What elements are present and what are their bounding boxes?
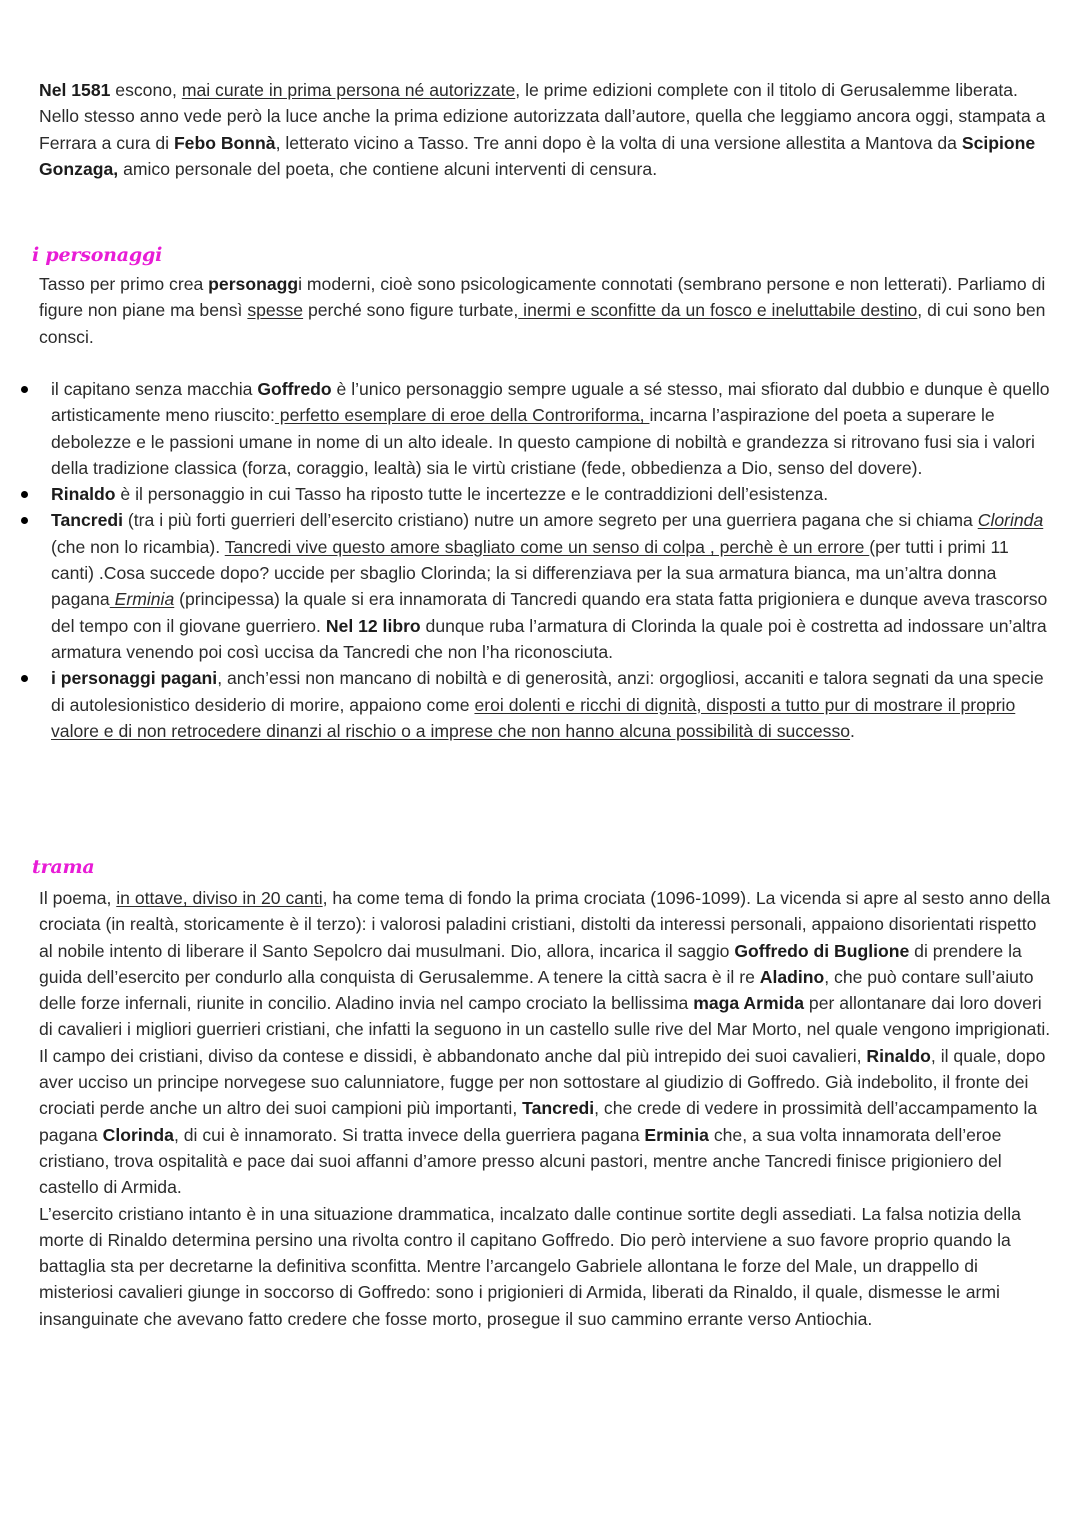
year-label: Nel 1581 bbox=[39, 80, 111, 100]
section-heading-trama: trama bbox=[32, 856, 95, 878]
personaggi-list bbox=[0, 376, 1051, 744]
bullet-icon bbox=[21, 491, 28, 498]
personaggi-intro-paragraph: Tasso per primo crea personaggi moderni, cioè sono psicologicamente connotati (sembrano persone e non letterati). Parliamo di figure non piane ma bensì spesse perché sono figure turbate, inermi e sconfitte da un fosco e ineluttabile destino, di cui sono ben consci. bbox=[39, 274, 1046, 347]
list-item-rinaldo: Rinaldo è il personaggio in cui Tasso ha riposto tutte le incertezze e le contraddizioni dell’esistenza. bbox=[0, 481, 1051, 507]
list-item-tancredi: Tancredi (tra i più forti guerrieri dell’esercito cristiano) nutre un amore segreto per una guerriera pagana che si chiama Clorinda (che non lo ricambia). Tancredi vive questo amore sbagliato come un senso di colpa , perchè è un errore (per tutti i primi 11 canti) .Cosa succede dopo? uccide per sbaglio Clorinda; la si differenziava per la sua armatura bianca, ma un’altra donna pagana Erminia (principessa) la quale si era innamorata di Tancredi quando era stata fatta prigioniera e dunque aveva trascorso del tempo con il giovane guerriero. Nel 12 libro dunque ruba l’armatura di Clorinda la quale poi è costretta ad indossare un’altra armatura venendo poi così uccisa da Tancredi che non l’ha riconosciuta. bbox=[0, 507, 1051, 665]
intro-paragraph: Nel 1581 escono, mai curate in prima persona né autorizzate, le prime edizioni complete con il titolo di Gerusalemme liberata. Nello stesso anno vede però la luce anche la prima edizione autorizzata dall’autore, quella che leggiamo ancora oggi, stampata a Ferrara a cura di Febo Bonnà, letterato vicino a Tasso. Tre anni dopo è la volta di una versione allestita a Mantova da Scipione Gonzaga, amico personale del poeta, che contiene alcuni interventi di censura. bbox=[39, 80, 1046, 179]
bullet-icon bbox=[21, 517, 28, 524]
trama-body bbox=[39, 885, 1051, 1332]
trama-paragraph-3: L’esercito cristiano intanto è in una situazione drammatica, incalzato dalle continue sortite degli assediati. La falsa notizia della morte di Rinaldo determina persino una rivolta contro il capitano Goffredo. Dio però interviene a suo favore proprio quando la battaglia sta per decretarne la definitiva sconfitta. Mentre l’arcangelo Gabriele allontana le forze del Male, un drappello di misteriosi cavalieri giunge in soccorso di Goffredo: sono i prigionieri di Armida, liberati da Rinaldo, il quale, dismesse le armi insanguinate che avevano fatto credere che fosse morto, prosegue il suo cammino errante verso Antiochia. bbox=[39, 1203, 1021, 1329]
bullet-icon bbox=[21, 675, 28, 682]
trama-paragraph-1: Il poema, in ottave, diviso in 20 canti, ha come tema di fondo la prima crociata (1096-1099). La vicenda si apre al sesto anno della crociata (in realtà, storicamente è il terzo): i valorosi paladini cristiani, distolti da interessi personali, appaiono disorientati rispetto al nobile intento di liberare il Santo Sepolcro dai musulmani. Dio, allora, incarica il saggio Goffredo di Buglione di prendere la guida dell’esercito per condurlo alla conquista di Gerusalemme. A tenere la città sacra è il re Aladino, che può contare sull’aiuto delle forze infernali, riunite in concilio. Aladino invia nel campo crociato la bellissima maga Armida per allontanare dai loro doveri di cavalieri i migliori guerrieri cristiani, che infatti la seguono in un castello sulle rive del Mar Morto, nel quale vengono imprigionati. bbox=[39, 888, 1051, 1040]
list-item-pagani: i personaggi pagani, anch’essi non mancano di nobiltà e di generosità, anzi: orgogliosi, accaniti e talora segnati da una specie di autolesionistico desiderio di morire, appaiono come eroi dolenti e ricchi di dignità, disposti a tutto pur di mostrare il proprio valore e di non retrocedere dinanzi al rischio o a imprese che non hanno alcuna possibilità di successo. bbox=[0, 665, 1051, 744]
section-heading-personaggi: i personaggi bbox=[32, 244, 163, 266]
bullet-icon bbox=[21, 386, 28, 393]
trama-paragraph-2: Il campo dei cristiani, diviso da contese e dissidi, è abbandonato anche dal più intrepido dei suoi cavalieri, Rinaldo, il quale, dopo aver ucciso un principe norvegese suo calunniatore, fugge per non sottostare al giudizio di Goffredo. Già indebolito, il fronte dei crociati perde anche un altro dei suoi campioni più importanti, Tancredi, che crede di vedere in prossimità dell’accampamento la pagana Clorinda, di cui è innamorato. Si tratta invece della guerriera pagana Erminia che, a sua volta innamorata dell’eroe cristiano, trova ospitalità e pace dai suoi affanni d’amore presso alcuni pastori, mentre anche Tancredi finisce prigioniero del castello di Armida. bbox=[39, 1045, 1046, 1198]
list-item-goffredo: il capitano senza macchia Goffredo è l’unico personaggio sempre uguale a sé stesso, mai sfiorato dal dubbio e dunque è quello artisticamente meno riuscito: perfetto esemplare di eroe della Controriforma, incarna l’aspirazione del poeta a superare le debolezze e le passioni umane in nome di un alto ideale. In questo campione di nobiltà e grandezza si ritrovano fusi sia i valori della tradizione classica (forza, coraggio, lealtà) sia le virtù cristiane (fede, obbedienza a Dio, senso del dovere). bbox=[0, 376, 1051, 481]
